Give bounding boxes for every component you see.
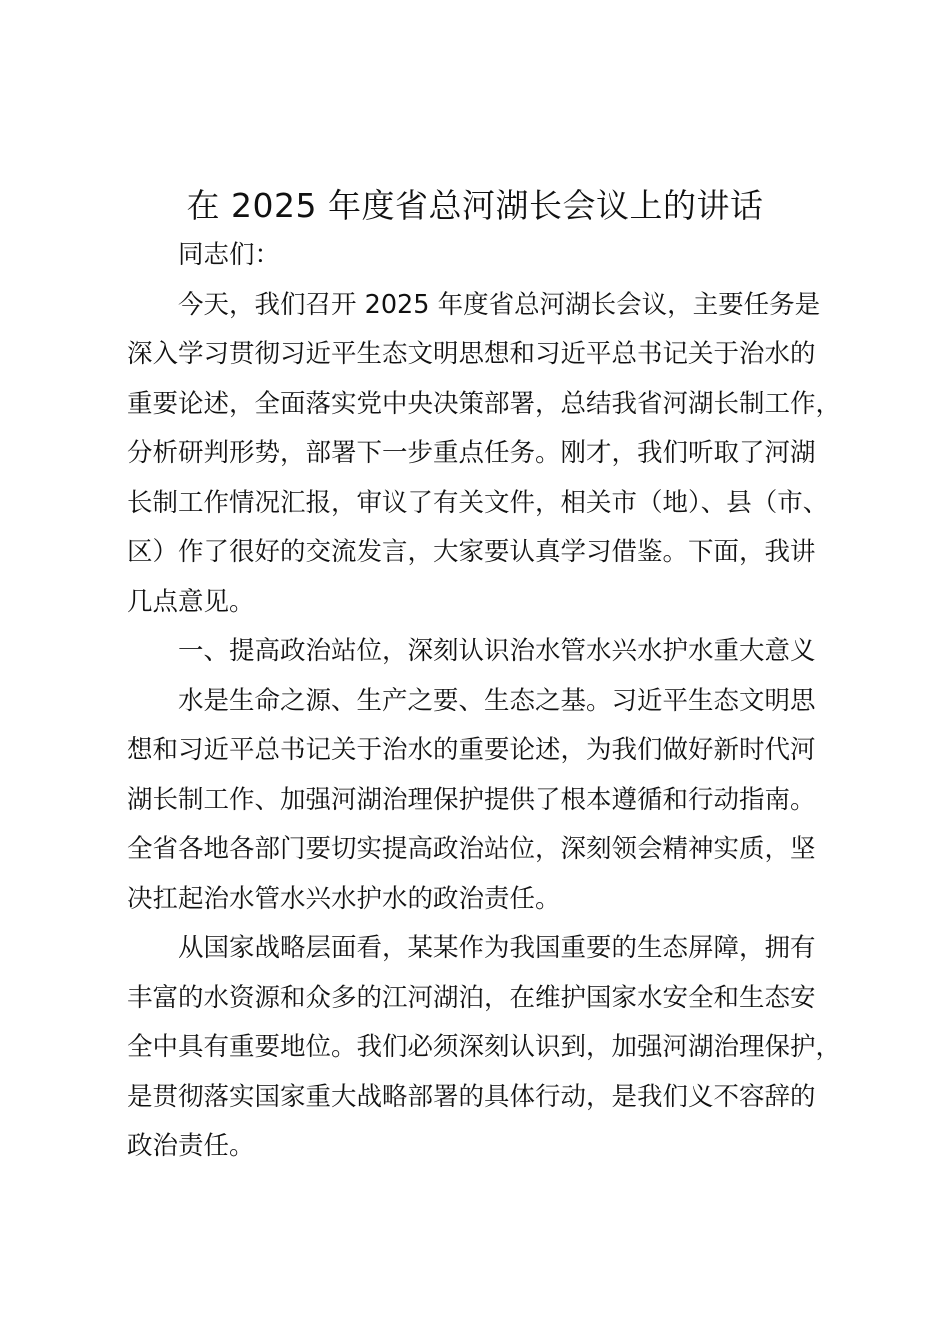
text-line: 今天，我们召开 2025 年度省总河湖长会议，主要任务是 <box>178 290 821 320</box>
text-line: 湖长制工作、加强河湖治理保护提供了根本遵循和行动指南。 <box>127 785 816 815</box>
text-line: 水是生命之源、生产之要、生态之基。习近平生态文明思 <box>178 686 816 716</box>
text-line: 区）作了很好的交流发言，大家要认真学习借鉴。下面，我讲 <box>127 537 816 567</box>
text-line: 长制工作情况汇报，审议了有关文件，相关市（地）、县（市、 <box>127 488 829 518</box>
document-title: 在 2025 年度省总河湖长会议上的讲话 <box>186 186 764 225</box>
text-line: 几点意见。 <box>127 587 255 617</box>
text-line: 全省各地各部门要切实提高政治站位，深刻领会精神实质，坚 <box>127 834 816 864</box>
text-line: 从国家战略层面看，某某作为我国重要的生态屏障，拥有 <box>178 933 816 963</box>
text-line: 政治责任。 <box>127 1131 255 1161</box>
text-line: 决扛起治水管水兴水护水的政治责任。 <box>127 884 561 914</box>
text-line: 分析研判形势，部署下一步重点任务。刚才，我们听取了河湖 <box>127 438 816 468</box>
text-line: 想和习近平总书记关于治水的重要论述，为我们做好新时代河 <box>127 735 816 765</box>
text-line: 全中具有重要地位。我们必须深刻认识到，加强河湖治理保护， <box>127 1032 842 1062</box>
salutation: 同志们： <box>178 240 281 270</box>
text-line: 深入学习贯彻习近平生态文明思想和习近平总书记关于治水的 <box>127 339 816 369</box>
text-line: 是贯彻落实国家重大战略部署的具体行动，是我们义不容辞的 <box>127 1082 816 1112</box>
section-heading: 一、提高政治站位，深刻认识治水管水兴水护水重大意义 <box>178 636 816 666</box>
text-line: 丰富的水资源和众多的江河湖泊，在维护国家水安全和生态安 <box>127 983 816 1013</box>
text-line: 重要论述，全面落实党中央决策部署，总结我省河湖长制工作， <box>127 389 842 419</box>
